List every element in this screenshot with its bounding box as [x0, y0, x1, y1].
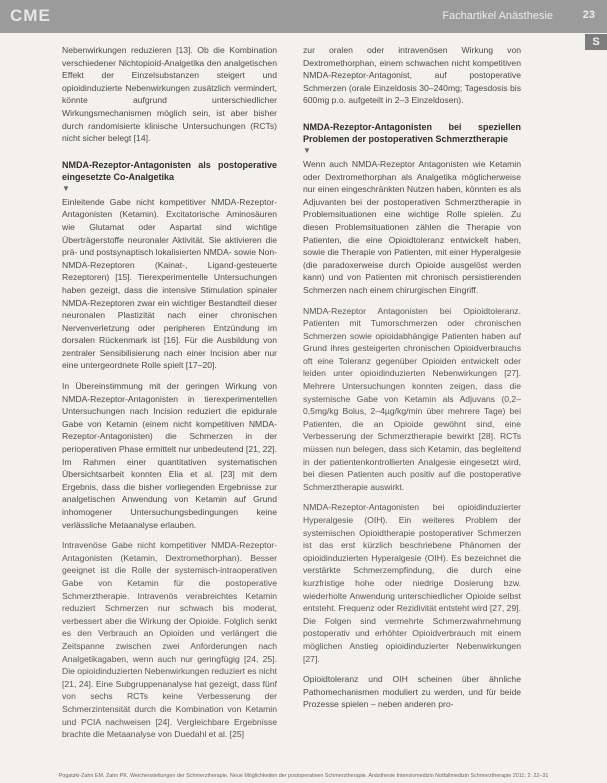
- triangle-marker-icon: ▼: [62, 183, 70, 193]
- page-header: [0, 0, 607, 33]
- citation-footer: Pogatzki-Zahn EM. Zahn PK. Weichenstellungen der Schmerztherapie. Neue Möglichkeiten der postoperativen Schmerztherapie. Anästhesie Intensivmedizin Notfallmedizin Schmerztherapie 2011; 2: 22–31: [58, 773, 549, 779]
- paragraph: NMDA-Rezeptor-Antagonisten bei opioidinduzierter Hyperalgesie (OIH). Ein weiteres Problem der systemischen Opioidtherapie postoperativer Schmerzen ist das erst kürzlich beschriebene Phänomen der opioidinduzierten Hyperalgesie (OIH). Es bezeichnet die verstärkte Schmerzempfindung, die durch eine kurzfristige hohe oder niedrige Dosierung bzw. wiederholte Anwendung unterschiedlicher Opioide selbst entsteht. Frequenz oder Rezidivität entsteht wird [27, 29]. Die Folgen sind vermehrte Schmerzwahrnehmung postoperativ und erhöhter Opioidverbrauch mit einem möglichen Anstieg opioidinduzierter Nebenwirkungen [27].: [303, 502, 521, 664]
- page-number: 23: [582, 9, 595, 21]
- paragraph: Nebenwirkungen reduzieren [13]. Ob die Kombination verschiedener Nichtopioid-Analgetika den analgetischen Effekt der Einzelsubstanzen steigert und opioidinduzierte Nebenwirkungen zusätzlich vermindert, könnte aufgrund unterschiedlicher Wirkungsmechanismen möglich sein, ist aber bisher durch randomisierte klinische Untersuchungen (RCTs) nicht sicher belegt [14].: [62, 45, 277, 144]
- left-column: [62, 44, 277, 749]
- section-heading: NMDA-Rezeptor-Antagonisten bei speziellen Problemen der postoperativen Schmerztherapie: [303, 121, 521, 144]
- paragraph: In Übereinstimmung mit der geringen Wirkung von NMDA-Rezeptor-Antagonisten in tierexperimentellen Untersuchungen nach Incision reduziert die epidurale Gabe von Ketamin (einem nicht kompetitiven NMDA-Rezeptor-Antagonisten) die Schmerzen in der perioperativen Phase ermittelt nur unbedeutend [21, 22]. Im Rahmen einer quantitativen systematischen Übersichtsarbeit konnten Elia et al. [23] mit dem Ergebnis, dass die bisher vorliegenden Ergebnisse zur analgetischen Anwendung von Ketamin auf Grund inhomogener Untersuchungsbedingungen keine verlässliche Metaanalyse erlauben.: [62, 381, 277, 530]
- triangle-marker-icon: ▼: [303, 145, 311, 155]
- paragraph: zur oralen oder intravenösen Wirkung von Dextromethorphan, einem schwachen nicht kompetitiven NMDA-Rezeptor-Antagonist, auf postoperative Schmerzen (orale Einzeldosis 30–240mg; Tagesdosis bis 600mg p.o. aufgeteilt in 2–3 Einzeldosen).: [303, 45, 521, 106]
- section-title: Fachartikel Anästhesie: [442, 10, 553, 22]
- paragraph: Wenn auch NMDA-Rezeptor Antagonisten wie Ketamin oder Dextromethorphan als Analgetika möglicherweise nur einen eingeschränkten Nutzen haben, könnten es als Adjuvanten bei der postoperativen Schmerztherapie in Problemsituationen eine wichtige Rolle spielen. Zu diesen Problemsituationen zählen die Therapie von Patienten, die eine Opioidtoleranz entwickelt haben, sowie die Therapie von Patienten, mit einer Hyperalgesie (die paradoxerweise durch Opioide ausgelöst werden kann) und von Patienten mit chronisch persistierenden Schmerzen nach einem chirurgischen Eingriff.: [303, 158, 521, 295]
- journal-logo: CME: [10, 6, 51, 25]
- paragraph: Opioidtoleranz und OIH scheinen über ähnliche Pathomechanismen moduliert zu werden, und für beide Prozesse spielen – neben anderen pro-: [303, 674, 521, 710]
- section-tab: S: [585, 34, 607, 50]
- paragraph: NMDA-Rezeptor Antagonisten bei Opioidtoleranz. Patienten mit Tumorschmerzen oder chronischen Schmerzen sowie opioidabhängige Patienten haben auf Grund ihres gesteigerten chronischen Opioidverbrauchs oft eine Toleranz gegenüber Opioiden entwickelt oder leiden unter opioidinduzierten Nebenwirkungen [27]. Mehrere Untersuchungen konnten zeigen, dass die systemische Gabe von Ketamin als Adjuvans (0,2–0,5mg/kg Bolus, 2–4µg/kg/min über mehrere Tage) bei Patienten, die an Opioide gewöhnt sind, eine Verbesserung der Schmerztherapie bewirkt [28]. RCTs müssen nun belegen, dass sich Ketamin, das begleitend in der patientenkontrollierten Analgesie eingesetzt wird, bei diesen Patienten auch positiv auf die postoperative Schmerztherapie auswirkt.: [303, 305, 521, 492]
- section-heading: NMDA-Rezeptor-Antagonisten als postoperative eingesetzte Co-Analgetika: [62, 159, 277, 182]
- paragraph: Intravenöse Gabe nicht kompetitiver NMDA-Rezeptor-Antagonisten (Ketamin, Dextromethorphan). Besser geeignet ist die Rolle der systemisch-intraoperativen Gabe von Ketamin für die postoperative Schmerztherapie. Intravenös verabreichtes Ketamin reduziert Schmerzen nur schwach bis moderat, verbessert aber die Wirkung der Opioide. Folglich senkt es den Verbrauch an Opioiden und verlängert die Zeitspanne zwischen zwei Anforderungen nach Analgetikagaben, wenn auch nur geringfügig [24, 25]. Die opioidinduzierten Nebenwirkungen reduziert es nicht [21, 24]. Eine Subgruppenanalyse hat gezeigt, dass fünf von sechs RCTs keine Verbesserung der Schmerzintensität durch die Kombination von Ketamin und PCIA nachweisen [24]. Vergleichbare Ergebnisse brachte die Metaanalyse von Duedahl et al. [25]: [62, 540, 277, 740]
- paragraph: Einleitende Gabe nicht kompetitiver NMDA-Rezeptor-Antagonisten (Ketamin). Excitatorische Aminosäuren wie Glutamat oder Aspartat sind wichtige Überträgerstoffe neuronaler Aktivität. Sie aktivieren die prä- und postsynaptisch lokalisierten NMDA- sowie Non-NMDA-Rezeptoren (Kainat-, Ligand-gesteuerte Rezeptoren) [15]. Tierexperimentelle Untersuchungen haben gezeigt, dass die intensive Stimulation spinaler NMDA-Rezeptoren zwar ein wichtiger Bestandteil dieser neuronalen Plastizität nach einer chronischen Nervenverletzung oder peripheren Entzündung im dorsalen Rückenmark ist [16]. Für die Ausbildung von zentraler Sensibilisierung nach einer Incision aber nur eine untergeordnete Rolle spielt [17–20].: [62, 196, 277, 371]
- right-column: [303, 44, 521, 719]
